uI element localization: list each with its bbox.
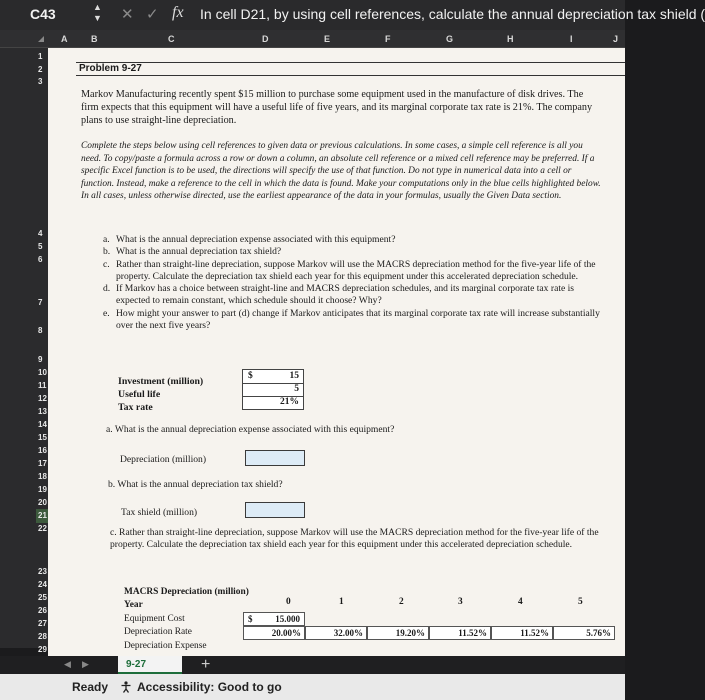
question-text: What is the annual depreciation expense associated with this equipment? (116, 234, 396, 245)
investment-label: Investment (million) (118, 376, 204, 387)
equipment-cost-cell[interactable] (243, 612, 305, 626)
row-header[interactable]: 7 (38, 298, 43, 307)
column-header-j[interactable]: J (613, 34, 619, 44)
column-header-a[interactable]: A (61, 34, 68, 44)
instructions-text: Complete the steps below using cell references to given data or previous calculations. In some cases, a simple cell reference is all you need. To copy/paste a formula across a row or down a column, an absolute cell reference or a mixed cell reference may be preferred. If a specific Excel function is to be used, the directions will specify the use of that function. Do not type in numerical data into a cell or function. Instead, make a reference to the cell in which the data is found. Make your computations only in the blue cells highlighted below. In all cases, unless otherwise directed, use the earliest appearance of the data in your formulas, usually the Given Data section. (81, 141, 601, 201)
select-all-corner[interactable] (38, 36, 44, 42)
question-text: Rather than straight-line depreciation, suppose Markov will use the MACRS depreciation method for the five-year life of the property. Calculate the depreciation tax shield each year for this equipment under this accelerated depreciation schedule. (116, 258, 596, 282)
column-header-c[interactable]: C (168, 34, 175, 44)
year-0: 0 (286, 597, 291, 607)
row-header[interactable]: 13 (38, 407, 47, 416)
year-5: 5 (578, 597, 583, 607)
accessibility-status[interactable]: Accessibility: Good to go (137, 680, 282, 694)
name-box[interactable]: C43 (30, 6, 56, 22)
given-data-box (242, 369, 304, 410)
column-header-e[interactable]: E (324, 34, 331, 44)
row-header[interactable]: 4 (38, 229, 43, 238)
rate-cell-year-4[interactable]: 11.52% (491, 626, 553, 640)
part-c-question: c. Rather than straight-line depreciation, suppose Markov will use the MACRS depreciation method for the five-year life of the property. Calculate the depreciation tax shield each year for this equipment under this accelerated depreciation schedule. (110, 527, 599, 551)
question-letter: b. (103, 246, 111, 258)
year-4: 4 (518, 597, 523, 607)
question-text: If Markov has a choice between straight-line and MACRS depreciation schedules, and its marginal corporate tax rate is expected to remain constant, which schedule should it choose? Why? (116, 283, 575, 307)
question-text: What is the annual depreciation tax shield? (116, 246, 282, 258)
column-header-f[interactable]: F (385, 34, 391, 44)
row-header[interactable]: 8 (38, 326, 43, 335)
row-header[interactable]: 11 (38, 381, 47, 390)
row-header[interactable]: 19 (38, 485, 47, 494)
formula-bar (0, 0, 705, 30)
problem-intro: Markov Manufacturing recently spent $15 million to purchase some equipment used in the manufacture of disk drives. The firm expects that this equipment will have a useful life of five years, and its marginal corporate tax rate is 21%. The company plans to use straight-line depreciation. (81, 89, 593, 126)
row-header[interactable]: 2 (38, 65, 43, 74)
rate-cell-year-1[interactable]: 32.00% (305, 626, 367, 640)
question-letter: a. (103, 234, 110, 245)
year-label: Year (124, 600, 143, 610)
name-box-dropdown-icon[interactable]: ▲ ▼ (93, 2, 102, 23)
row-header[interactable]: 9 (38, 355, 43, 364)
useful-life-label: Useful life (118, 389, 161, 400)
macrs-title: MACRS Depreciation (million) (124, 587, 249, 597)
enter-icon[interactable]: ✓ (146, 6, 159, 23)
question-letter: d. (103, 283, 111, 295)
column-header-g[interactable]: G (446, 34, 454, 44)
useful-life-value[interactable]: 5 (294, 384, 299, 394)
depreciation-rate-label: Depreciation Rate (124, 627, 192, 637)
depreciation-expense-label: Depreciation Expense (124, 641, 207, 651)
status-bar (0, 674, 625, 700)
depreciation-input-cell[interactable] (245, 450, 305, 466)
add-sheet-icon[interactable]: + (201, 656, 211, 673)
accessibility-icon[interactable] (120, 680, 134, 694)
formula-input[interactable]: In cell D21, by using cell references, calculate the annual depreciation tax shield ( (200, 6, 705, 22)
row-header[interactable]: 24 (38, 580, 47, 589)
cost-dollar: $ (248, 614, 253, 624)
question-item (103, 283, 603, 308)
row-header[interactable]: 6 (38, 255, 43, 264)
column-header-i[interactable]: I (570, 34, 573, 44)
status-ready: Ready (72, 680, 109, 694)
question-letter: e. (103, 307, 110, 319)
cost-value: 15.000 (275, 614, 300, 624)
tax-rate-value[interactable]: 21% (280, 397, 299, 407)
sheet-tab-9-27[interactable]: 9-27 (118, 656, 182, 674)
row-header[interactable]: 17 (38, 459, 47, 468)
problem-title: Problem 9-27 (76, 62, 625, 76)
tax-shield-input-cell[interactable] (245, 502, 305, 518)
next-sheet-icon[interactable]: ▶ (82, 659, 89, 669)
insert-function-icon[interactable]: fx (172, 4, 184, 21)
row-headers (0, 48, 48, 654)
row-header[interactable]: 1 (38, 52, 43, 61)
sheet-tab-bar (0, 656, 625, 674)
row-header[interactable]: 14 (38, 420, 47, 429)
equipment-cost-label: Equipment Cost (124, 614, 185, 624)
investment-dollar: $ (248, 371, 253, 381)
question-list (103, 234, 603, 332)
column-headers (0, 30, 625, 48)
previous-sheet-icon[interactable]: ◀ (64, 659, 71, 669)
row-header[interactable]: 3 (38, 77, 43, 86)
column-header-h[interactable]: H (507, 34, 514, 44)
cancel-icon[interactable]: ✕ (121, 6, 134, 23)
row-header[interactable]: 23 (38, 567, 47, 576)
year-2: 2 (399, 597, 404, 607)
question-item (103, 259, 603, 284)
row-header[interactable]: 22 (38, 524, 47, 533)
rate-cell-year-3[interactable]: 11.52% (429, 626, 491, 640)
tax-shield-label: Tax shield (million) (121, 507, 198, 518)
row-header[interactable]: 5 (38, 242, 43, 251)
row-header[interactable]: 12 (38, 394, 47, 403)
row-header[interactable]: 29 (38, 645, 47, 654)
worksheet[interactable] (48, 48, 625, 656)
part-b-question: b. What is the annual depreciation tax shield? (108, 479, 283, 490)
row-header[interactable]: 25 (38, 593, 47, 602)
tax-rate-label: Tax rate (118, 402, 153, 413)
year-3: 3 (458, 597, 463, 607)
depreciation-label: Depreciation (million) (120, 454, 207, 465)
year-1: 1 (339, 597, 344, 607)
row-header[interactable]: 16 (38, 446, 47, 455)
row-header[interactable]: 20 (38, 498, 47, 507)
rate-cell-year-2[interactable]: 19.20% (367, 626, 429, 640)
row-header[interactable]: 27 (38, 619, 47, 628)
question-item (103, 234, 603, 246)
column-header-b[interactable]: B (91, 34, 98, 44)
row-header[interactable]: 28 (38, 632, 47, 641)
row-header[interactable]: 10 (38, 368, 47, 377)
investment-value[interactable]: 15 (289, 371, 299, 381)
question-text: How might your answer to part (d) change if Markov anticipates that its marginal corporate tax rate will increase substantially over the next five years? (116, 307, 600, 332)
column-header-d[interactable]: D (262, 34, 269, 44)
row-header[interactable]: 26 (38, 606, 47, 615)
question-item (103, 308, 603, 333)
row-header[interactable]: 18 (38, 472, 47, 481)
rate-cell-year-5[interactable]: 5.76% (553, 626, 615, 640)
question-item (103, 246, 603, 258)
question-letter: c. (103, 258, 110, 270)
rate-cell-year-0[interactable]: 20.00% (243, 626, 305, 640)
part-a-question: a. What is the annual depreciation expense associated with this equipment? (106, 424, 395, 435)
row-header[interactable]: 15 (38, 433, 47, 442)
row-header[interactable]: 21 (38, 511, 47, 520)
